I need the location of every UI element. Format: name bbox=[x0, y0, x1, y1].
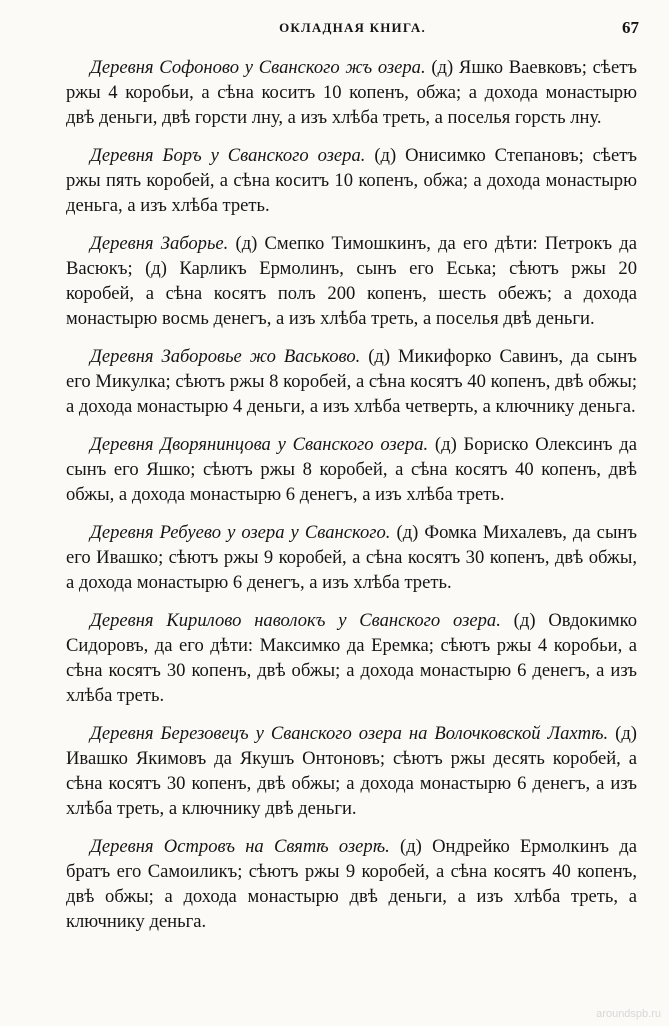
village-name: Деревня Островъ на Святѣ озерѣ. bbox=[90, 836, 390, 857]
village-name: Деревня Дворянинцова у Сванского озера. bbox=[90, 434, 429, 455]
entry-text: (д) Бориско Олексинъ да сынъ его Яшко; сѣютъ ржы 8 коробей, а сѣна косятъ 40 копенъ, двѣ обжы, а дохода монастырю 6 денегъ, а изъ хлѣба треть. bbox=[66, 434, 637, 505]
village-entry bbox=[66, 608, 637, 708]
village-name: Деревня Березовецъ у Сванского озера на Волочковской Лахтѣ. bbox=[90, 723, 609, 744]
entry-text: (д) Фомка Михалевъ, да сынъ его Ивашко; сѣютъ ржы 9 коробей, а сѣна косятъ 30 копенъ, двѣ обжы, а дохода монастырю 6 денегъ, а изъ хлѣба треть. bbox=[66, 522, 637, 593]
entry-text: (д) Онисимко Степановъ; сѣетъ ржы пять коробей, а сѣна коситъ 10 копенъ, обжа; а дохода монастырю деньга, а изъ хлѣба треть. bbox=[66, 145, 637, 216]
village-entry bbox=[66, 432, 637, 507]
page-number: 67 bbox=[622, 18, 639, 37]
village-entry bbox=[66, 231, 637, 331]
village-name: Деревня Софоново у Сванского жъ озера. bbox=[90, 57, 426, 78]
entry-text: (д) Ондрейко Ермолкинъ да братъ его Самоиликъ; сѣютъ ржы 9 коробей, а сѣна косятъ 40 копенъ, двѣ обжы; а дохода монастырю двѣ деньги, а изъ хлѣба треть, а ключнику деньга. bbox=[66, 836, 637, 932]
village-name: Деревня Боръ у Сванского озера. bbox=[90, 145, 366, 166]
village-entry bbox=[66, 143, 637, 218]
village-entry bbox=[66, 55, 637, 130]
village-name: Деревня Заборье. bbox=[90, 233, 229, 254]
village-entry bbox=[66, 834, 637, 934]
village-entry bbox=[66, 344, 637, 419]
village-name: Деревня Заборовье жо Васьково. bbox=[90, 346, 361, 367]
entry-text: (д) Ивашко Якимовъ да Якушъ Онтоновъ; сѣютъ ржы десять коробей, а сѣна косятъ 30 копенъ, двѣ обжы; а дохода монастырю 6 денегъ, а изъ хлѣба треть, а ключнику двѣ деньги. bbox=[66, 723, 637, 819]
page-header bbox=[66, 18, 639, 46]
village-entry bbox=[66, 721, 637, 821]
entry-text: (д) Смепко Тимошкинъ, да его дѣти: Петрокъ да Васюкъ; (д) Карликъ Ермолинъ, сынъ его Еська; сѣютъ ржы 20 коробей, а сѣна косятъ полъ 200 копенъ, шесть обежъ; а дохода монастырю восмь денегъ, а изъ хлѣба треть, а поселья двѣ деньги. bbox=[66, 233, 637, 329]
page-body bbox=[66, 55, 637, 947]
village-name: Деревня Кирилово наволокъ у Сванского озера. bbox=[90, 610, 501, 631]
entry-text: (д) Яшко Ваевковъ; сѣетъ ржы 4 коробьи, а сѣна коситъ 10 копенъ, обжа; а дохода монастырю двѣ деньги, двѣ горсти лну, а изъ хлѣба треть, а поселья горсть лну. bbox=[66, 57, 638, 128]
running-head: ОКЛАДНАЯ КНИГА. bbox=[279, 20, 426, 35]
entry-text: (д) Микифорко Савинъ, да сынъ его Микулка; сѣютъ ржы 8 коробей, а сѣна косятъ 40 копенъ, двѣ обжы; а дохода монастырю 4 деньги, а изъ хлѣба четверть, а ключнику деньга. bbox=[66, 346, 637, 417]
village-name: Деревня Ребуево у озера у Сванского. bbox=[90, 522, 391, 543]
entry-text: (д) Овдокимко Сидоровъ, да его дѣти: Максимко да Еремка; сѣютъ ржы 4 коробьи, а сѣна косятъ 30 копенъ, двѣ обжы; а дохода монастырю 6 денегъ, а изъ хлѣба треть. bbox=[66, 610, 637, 706]
village-entry bbox=[66, 520, 637, 595]
site-watermark: aroundspb.ru bbox=[596, 1008, 661, 1020]
